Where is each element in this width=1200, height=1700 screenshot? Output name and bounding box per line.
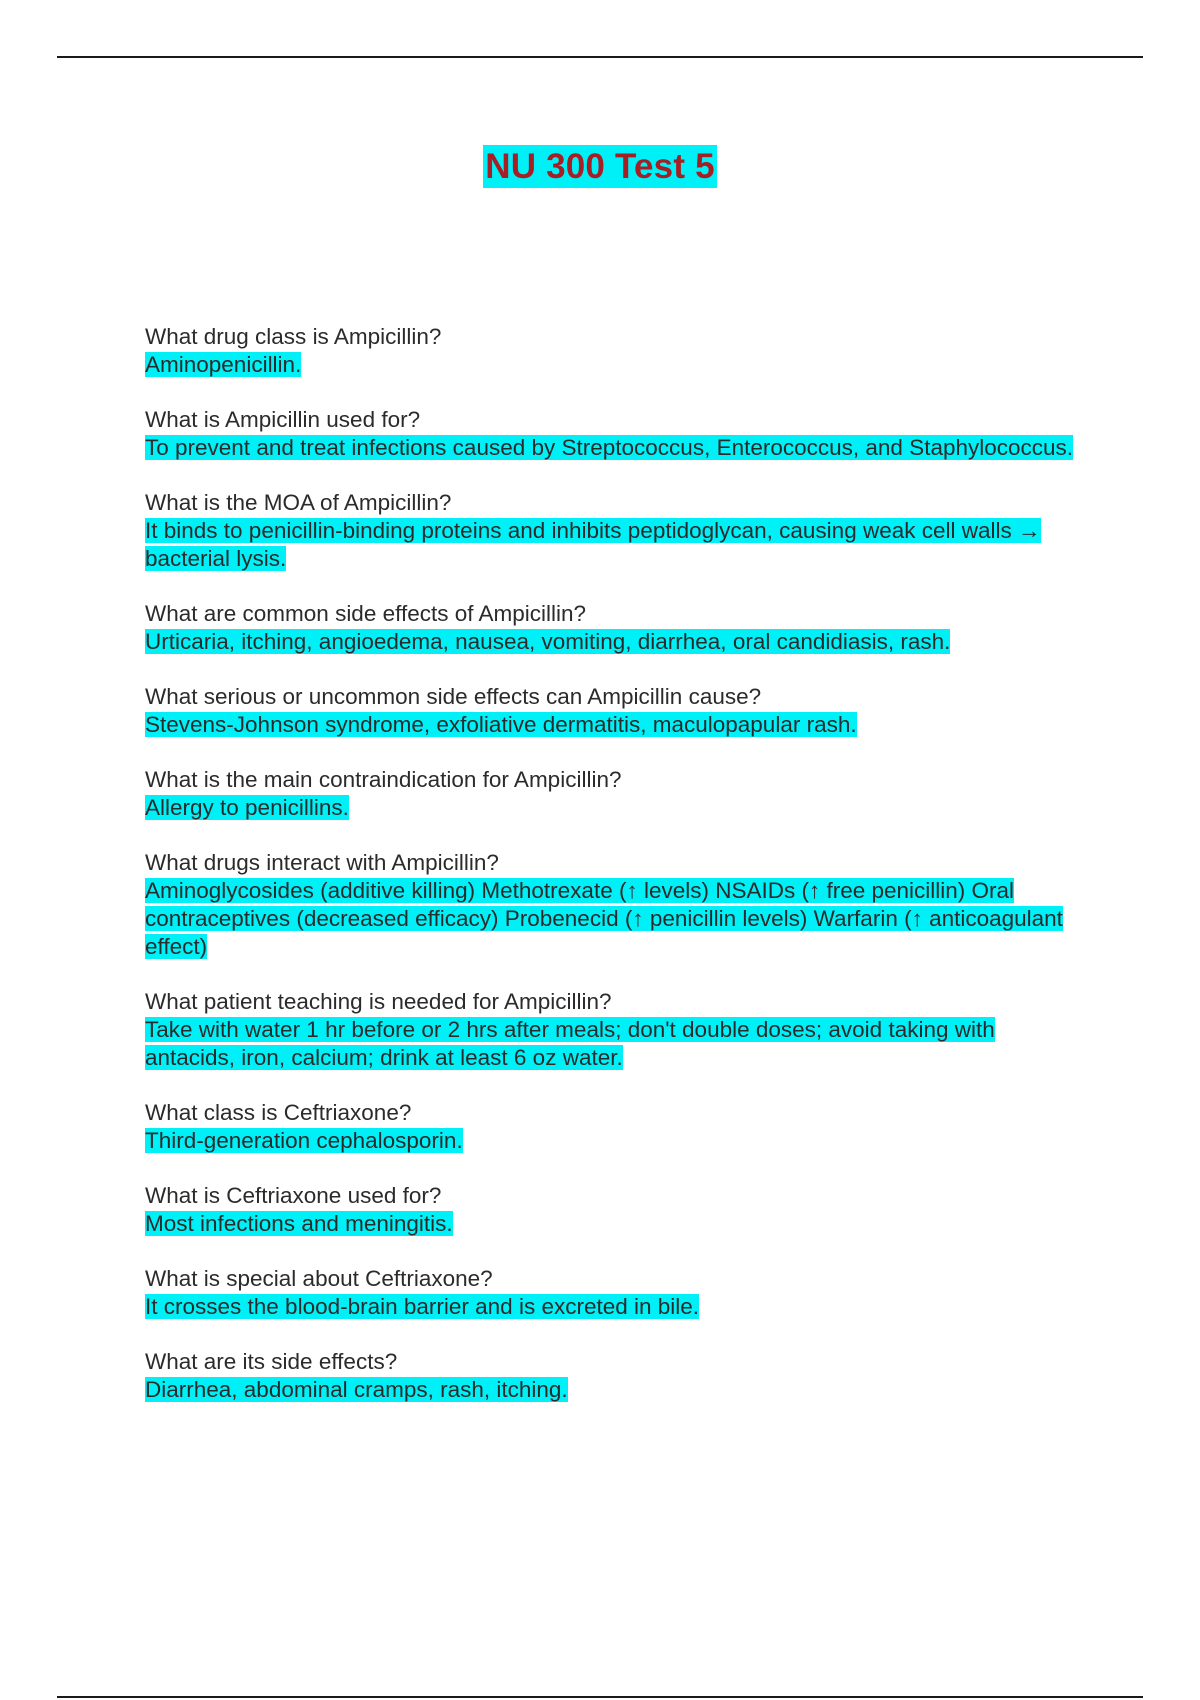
question: What is Ampicillin used for? [145,407,421,432]
answer-highlight: Aminoglycosides (additive killing) Methotrexate (↑ levels) NSAIDs (↑ free penicillin) Oral contraceptives (decreased efficacy) Probenecid (↑ penicillin levels) Warfarin (↑ anticoagulant effect) [145,878,1063,959]
qa-item [145,683,1090,739]
answer-highlight: Most infections and meningitis. [145,1211,453,1236]
answer-highlight: Aminopenicillin. [145,352,302,377]
answer [145,794,1090,822]
qa-item [145,988,1090,1072]
answer-highlight: To prevent and treat infections caused by Streptococcus, Enterococcus, and Staphylococcus. [145,435,1074,460]
answer [145,877,1090,961]
question: What is Ceftriaxone used for? [145,1183,442,1208]
qa-item [145,766,1090,822]
answer [145,628,1090,656]
answer [145,1127,1090,1155]
answer-highlight: Take with water 1 hr before or 2 hrs after meals; don't double doses; avoid taking with antacids, iron, calcium; drink at least 6 oz water. [145,1017,995,1070]
question: What drugs interact with Ampicillin? [145,850,499,875]
question: What class is Ceftriaxone? [145,1100,412,1125]
question: What is the MOA of Ampicillin? [145,490,452,515]
question: What are its side effects? [145,1349,398,1374]
qa-item [145,489,1090,573]
qa-item [145,600,1090,656]
answer-highlight: It crosses the blood-brain barrier and is excreted in bile. [145,1294,700,1319]
answer-highlight: Diarrhea, abdominal cramps, rash, itching. [145,1377,568,1402]
qa-item [145,1099,1090,1155]
qa-item [145,1182,1090,1238]
question: What patient teaching is needed for Ampicillin? [145,989,612,1014]
answer [145,351,1090,379]
answer-highlight: Urticaria, itching, angioedema, nausea, vomiting, diarrhea, oral candidiasis, rash. [145,629,951,654]
answer [145,1210,1090,1238]
qa-item [145,849,1090,961]
qa-list [145,323,1090,1431]
bottom-rule [57,1696,1143,1698]
question: What is the main contraindication for Ampicillin? [145,767,622,792]
answer [145,434,1090,462]
title-block [0,145,1200,188]
answer-highlight: Third-generation cephalosporin. [145,1128,463,1153]
qa-item [145,1348,1090,1404]
answer [145,1016,1090,1072]
document-title: NU 300 Test 5 [485,147,715,186]
qa-item [145,1265,1090,1321]
answer-highlight: Allergy to penicillins. [145,795,349,820]
question: What drug class is Ampicillin? [145,324,442,349]
qa-item [145,323,1090,379]
answer [145,1376,1090,1404]
answer-highlight: Stevens-Johnson syndrome, exfoliative dermatitis, maculopapular rash. [145,712,857,737]
question: What serious or uncommon side effects can Ampicillin cause? [145,684,762,709]
answer-highlight: It binds to penicillin-binding proteins and inhibits peptidoglycan, causing weak cell walls → bacterial lysis. [145,518,1041,571]
answer [145,517,1090,573]
question: What are common side effects of Ampicillin? [145,601,587,626]
answer [145,1293,1090,1321]
answer [145,711,1090,739]
qa-item [145,406,1090,462]
question: What is special about Ceftriaxone? [145,1266,493,1291]
top-rule [57,56,1143,58]
